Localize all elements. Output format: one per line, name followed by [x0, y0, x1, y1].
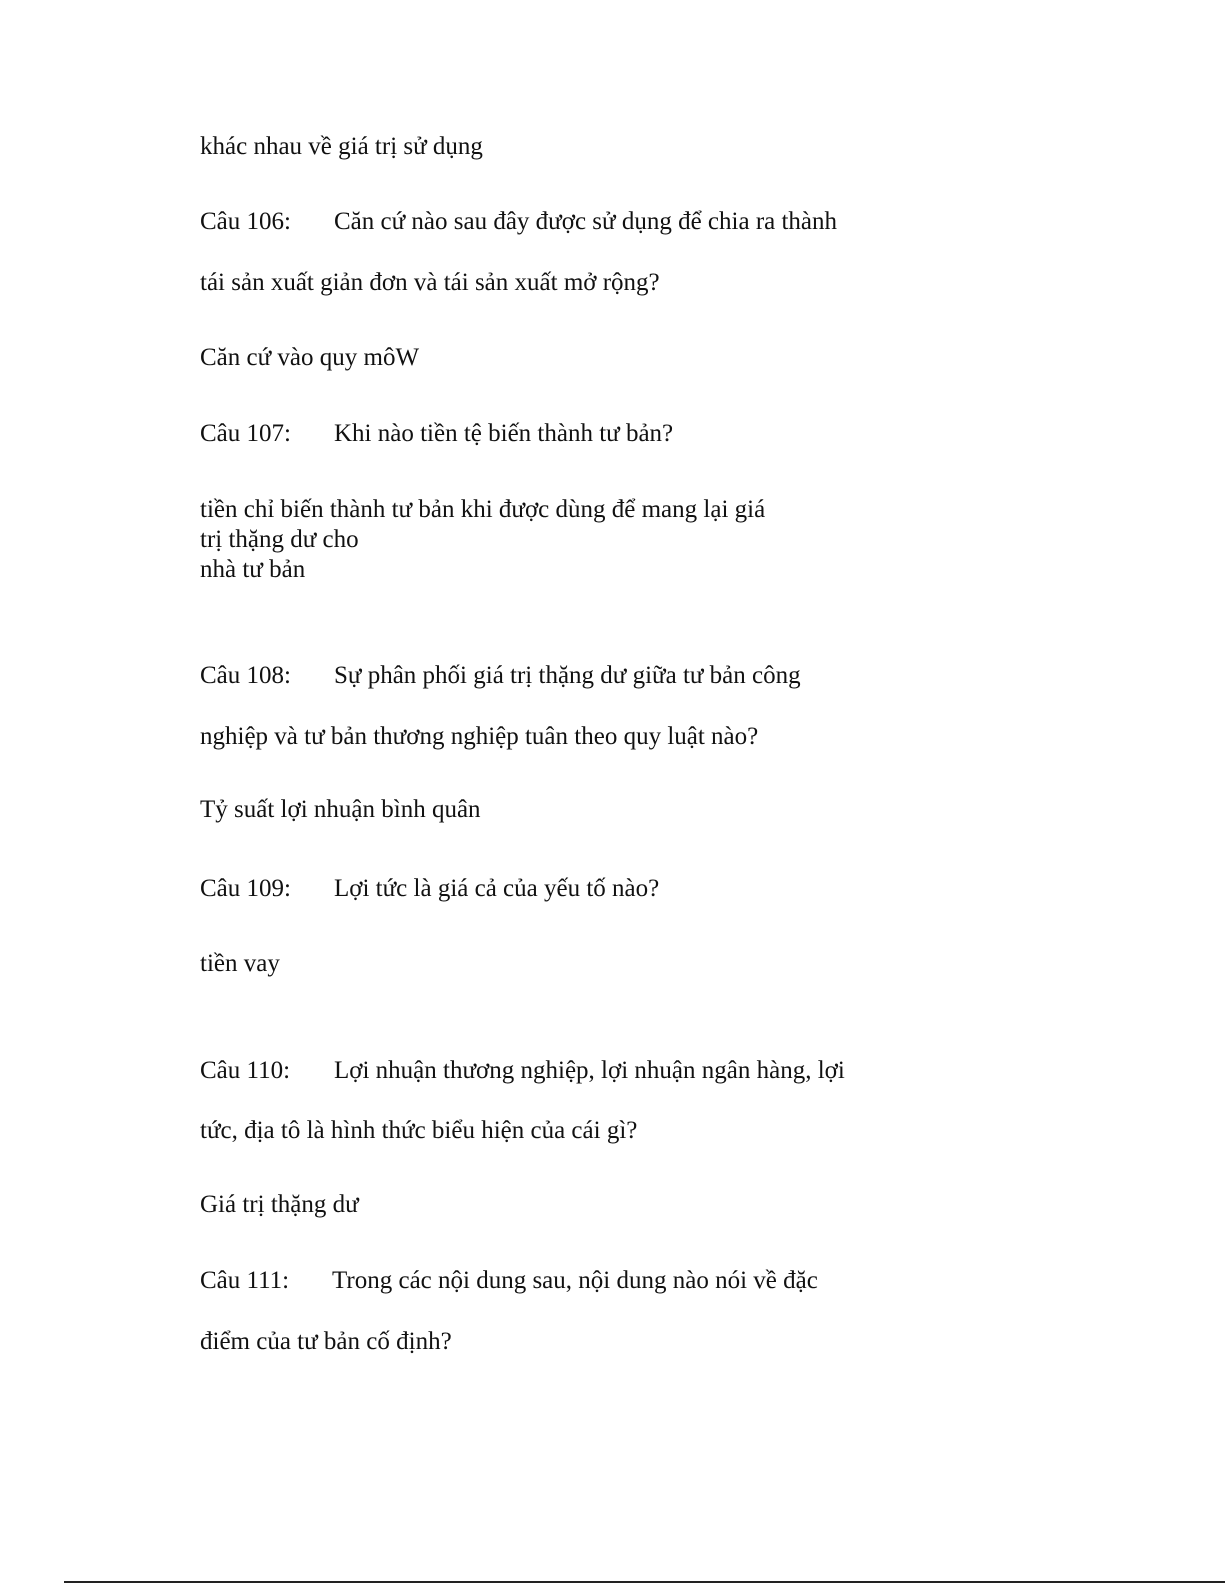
question-text-continuation [200, 722, 758, 752]
text-content: tức, địa tô là hình thức biểu hiện của cái gì? [200, 1117, 638, 1144]
question-text-continuation [200, 1327, 452, 1357]
question-text: Trong các nội dung sau, nội dung nào nói về đặc [332, 1267, 818, 1294]
question-number: Câu 107: [200, 420, 291, 447]
answer-107-line-3 [200, 555, 305, 585]
question-109 [200, 874, 659, 904]
answer-106 [200, 343, 419, 373]
question-text: Lợi nhuận thương nghiệp, lợi nhuận ngân hàng, lợi [334, 1057, 845, 1084]
text-line [200, 132, 483, 162]
answer-109 [200, 949, 280, 979]
question-number: Câu 111: [200, 1267, 290, 1294]
answer-text: tiền vay [200, 950, 280, 977]
answer-107-line-2 [200, 525, 359, 555]
question-text-continuation [200, 1116, 637, 1146]
text-content: tái sản xuất giản đơn và tái sản xuất mở rộng? [200, 269, 660, 296]
question-number: Câu 110: [200, 1057, 291, 1084]
page-bottom-rule [64, 1581, 1225, 1583]
question-106 [200, 207, 837, 237]
question-text: Sự phân phối giá trị thặng dư giữa tư bản công [334, 662, 801, 689]
question-110 [200, 1056, 845, 1086]
answer-108 [200, 795, 481, 825]
text-content: khác nhau về giá trị sử dụng [200, 133, 483, 160]
text-content: nghiệp và tư bản thương nghiệp tuân theo quy luật nào? [200, 723, 759, 750]
question-text-continuation [200, 268, 660, 298]
question-107 [200, 419, 673, 449]
question-number: Câu 106: [200, 208, 291, 235]
answer-text: Giá trị thặng dư [200, 1191, 359, 1218]
answer-text: nhà tư bản [200, 556, 306, 583]
answer-text: Căn cứ vào quy môW [200, 344, 420, 371]
question-number: Câu 109: [200, 875, 291, 902]
answer-text: Tỷ suất lợi nhuận bình quân [200, 796, 481, 823]
question-108 [200, 661, 801, 691]
question-text: Lợi tức là giá cả của yếu tố nào? [334, 875, 660, 902]
answer-110 [200, 1190, 359, 1220]
question-111 [200, 1266, 818, 1296]
question-text: Khi nào tiền tệ biến thành tư bản? [334, 420, 674, 447]
answer-107-line-1 [200, 495, 765, 525]
answer-text: tiền chỉ biến thành tư bản khi được dùng để mang lại giá [200, 496, 766, 523]
answer-text: trị thặng dư cho [200, 526, 359, 553]
text-content: điểm của tư bản cố định? [200, 1328, 452, 1355]
question-number: Câu 108: [200, 662, 291, 689]
question-text: Căn cứ nào sau đây được sử dụng để chia ra thành [334, 208, 838, 235]
